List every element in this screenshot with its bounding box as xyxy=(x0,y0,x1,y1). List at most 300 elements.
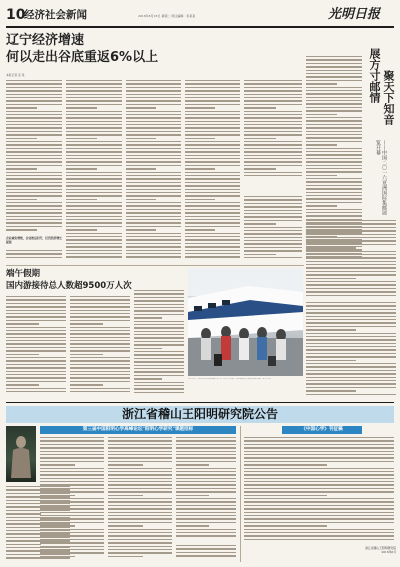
text-line xyxy=(185,127,240,128)
text-line xyxy=(306,329,356,330)
text-line xyxy=(6,90,62,91)
text-line xyxy=(176,444,236,445)
text-line xyxy=(6,172,62,173)
text-line xyxy=(126,114,181,115)
text-line xyxy=(185,141,240,142)
text-line xyxy=(185,111,240,112)
header-info: 2016年8月16日 星期二 责任编辑：李某某 xyxy=(138,14,196,18)
text-line xyxy=(134,293,184,294)
text-line xyxy=(306,316,396,317)
text-line xyxy=(185,90,240,91)
text-line xyxy=(40,515,104,516)
text-line xyxy=(306,151,362,152)
text-line xyxy=(244,199,302,200)
text-line xyxy=(66,94,122,95)
text-line xyxy=(6,209,62,210)
text-line xyxy=(306,336,396,337)
text-line xyxy=(70,371,130,372)
text-line xyxy=(244,144,302,145)
article1-body-col4 xyxy=(185,80,240,262)
text-line xyxy=(40,468,104,469)
text-line xyxy=(306,66,362,67)
text-line xyxy=(176,508,236,509)
text-line xyxy=(306,117,362,118)
text-line xyxy=(6,185,62,186)
text-line xyxy=(244,127,302,128)
section-divider xyxy=(6,265,304,266)
text-line xyxy=(6,374,66,375)
text-line xyxy=(306,254,396,255)
text-line xyxy=(306,339,396,340)
text-line xyxy=(6,250,62,251)
text-line xyxy=(176,484,236,485)
text-line xyxy=(306,261,396,262)
text-line xyxy=(126,236,181,237)
text-line xyxy=(66,236,122,237)
text-line xyxy=(126,253,181,254)
text-line xyxy=(244,474,394,475)
text-line xyxy=(126,111,181,112)
text-line xyxy=(6,229,37,230)
text-line xyxy=(176,481,236,482)
text-line xyxy=(126,148,181,149)
text-line xyxy=(176,512,236,513)
text-line xyxy=(185,168,215,169)
text-line xyxy=(306,178,362,179)
text-line xyxy=(6,371,66,372)
text-line xyxy=(40,539,104,540)
text-line xyxy=(70,316,130,317)
text-line xyxy=(244,444,394,445)
text-line xyxy=(185,144,240,145)
text-line xyxy=(244,138,276,139)
text-line xyxy=(306,97,362,98)
text-line xyxy=(306,93,362,94)
text-line xyxy=(126,226,181,227)
text-line xyxy=(306,346,396,347)
text-line xyxy=(176,454,236,455)
text-line xyxy=(6,192,62,193)
text-line xyxy=(126,172,181,173)
text-line xyxy=(244,216,302,217)
page-number: 10 xyxy=(6,7,26,23)
notice2-title: 《中国心学》刊征稿 xyxy=(301,427,343,432)
text-line xyxy=(306,319,396,320)
page-header xyxy=(6,6,394,28)
text-line xyxy=(108,478,172,479)
text-line xyxy=(126,185,181,186)
text-line xyxy=(126,90,181,91)
text-line xyxy=(66,111,122,112)
text-line xyxy=(40,505,104,506)
text-line xyxy=(244,491,394,492)
statue-photo xyxy=(6,426,36,482)
text-line xyxy=(6,189,62,190)
text-line xyxy=(306,363,396,364)
text-line xyxy=(108,468,172,469)
text-line xyxy=(306,83,337,84)
text-line xyxy=(176,491,236,492)
text-line xyxy=(244,158,302,159)
text-line xyxy=(306,114,337,115)
notice1-title: 第三届中国阳明心学高峰论坛"阳明心学研究"课题招标 xyxy=(82,427,194,432)
text-line xyxy=(6,175,62,176)
text-line xyxy=(244,240,302,241)
text-line xyxy=(134,297,184,298)
text-line xyxy=(6,513,41,514)
text-line xyxy=(244,237,302,238)
text-line xyxy=(6,226,62,227)
text-line xyxy=(6,377,66,378)
text-line xyxy=(126,104,181,105)
text-line xyxy=(40,549,104,550)
text-line xyxy=(6,151,62,152)
text-line xyxy=(244,213,302,214)
notice1-body-col2 xyxy=(108,437,172,561)
text-line xyxy=(306,120,362,121)
text-line xyxy=(126,192,181,193)
text-line xyxy=(134,358,184,359)
text-line xyxy=(244,100,302,101)
text-line xyxy=(66,124,122,125)
text-line xyxy=(6,87,62,88)
text-line xyxy=(176,461,236,462)
text-line xyxy=(70,357,130,358)
text-line xyxy=(176,522,236,523)
text-line xyxy=(176,457,236,458)
text-line xyxy=(244,121,302,122)
text-line xyxy=(306,56,362,57)
article1-title-line2: 何以走出谷底重返6%以上 xyxy=(6,50,159,65)
text-line xyxy=(244,104,302,105)
text-line xyxy=(244,168,276,169)
text-line xyxy=(306,188,362,189)
text-line xyxy=(134,307,184,308)
text-line xyxy=(126,138,156,139)
text-line xyxy=(126,134,181,135)
text-line xyxy=(185,182,240,183)
text-line xyxy=(6,327,66,328)
text-line xyxy=(6,182,62,183)
text-line xyxy=(244,454,394,455)
text-line xyxy=(70,333,130,334)
text-line xyxy=(134,341,184,342)
article1-subhead: 企业减负增效，企业效益回升，民营经济增长提速 xyxy=(6,236,62,244)
text-line xyxy=(66,216,122,217)
text-line xyxy=(40,532,104,533)
text-line xyxy=(244,230,302,231)
text-line xyxy=(306,171,362,172)
text-line xyxy=(244,175,302,176)
text-line xyxy=(66,114,122,115)
text-line xyxy=(66,141,122,142)
text-line xyxy=(108,495,143,496)
text-line xyxy=(66,131,122,132)
text-line xyxy=(126,121,181,122)
text-line xyxy=(244,233,302,234)
text-line xyxy=(66,97,122,98)
text-line xyxy=(244,223,276,224)
text-line xyxy=(70,364,130,365)
text-line xyxy=(40,529,104,530)
text-line xyxy=(244,97,302,98)
text-line xyxy=(108,451,172,452)
text-line xyxy=(108,556,143,557)
text-line xyxy=(6,114,62,115)
text-line xyxy=(244,481,394,482)
text-line xyxy=(6,343,66,344)
text-line xyxy=(108,535,172,536)
text-line xyxy=(244,461,394,462)
text-line xyxy=(126,229,156,230)
article2-body-col1 xyxy=(6,296,66,396)
text-line xyxy=(244,210,302,211)
text-line xyxy=(134,388,184,389)
text-line xyxy=(185,185,240,186)
text-line xyxy=(306,394,396,395)
text-line xyxy=(126,124,181,125)
text-line xyxy=(66,178,122,179)
article2-body-col3 xyxy=(134,290,184,396)
text-line xyxy=(306,343,396,344)
text-line xyxy=(126,141,181,142)
text-line xyxy=(306,267,396,268)
text-line xyxy=(134,354,184,355)
text-line xyxy=(244,148,302,149)
text-line xyxy=(40,447,104,448)
text-line xyxy=(134,334,184,335)
text-line xyxy=(70,303,130,304)
text-line xyxy=(176,495,209,496)
text-line xyxy=(176,471,236,472)
text-line xyxy=(108,498,172,499)
text-line xyxy=(108,512,172,513)
text-line xyxy=(66,107,97,108)
text-line xyxy=(6,117,62,118)
text-line xyxy=(244,451,394,452)
text-line xyxy=(185,148,240,149)
text-line xyxy=(244,107,276,108)
text-line xyxy=(244,464,327,465)
text-line xyxy=(244,250,302,251)
text-line xyxy=(6,384,39,385)
article2-title-line2: 国内游接待总人数超9500万人次 xyxy=(6,281,132,291)
text-line xyxy=(306,100,362,101)
announcement-divider xyxy=(240,426,241,562)
text-line xyxy=(66,148,122,149)
text-line xyxy=(306,380,396,381)
text-line xyxy=(306,202,362,203)
text-line xyxy=(306,356,396,357)
text-line xyxy=(176,505,236,506)
text-line xyxy=(134,300,184,301)
text-line xyxy=(66,195,122,196)
text-line xyxy=(244,529,394,530)
text-line xyxy=(134,344,184,345)
text-line xyxy=(70,388,130,389)
text-line xyxy=(40,491,104,492)
section-title: 经济社会新闻 xyxy=(24,9,87,21)
text-line xyxy=(185,222,240,223)
text-line xyxy=(6,354,39,355)
side-column-body-1 xyxy=(306,220,396,300)
text-line xyxy=(306,274,396,275)
text-line xyxy=(134,304,184,305)
text-line xyxy=(176,501,236,502)
text-line xyxy=(134,385,184,386)
text-line xyxy=(6,107,37,108)
text-line xyxy=(244,478,394,479)
text-line xyxy=(66,175,122,176)
text-line xyxy=(306,215,362,216)
text-line xyxy=(66,80,122,81)
text-line xyxy=(306,247,356,248)
text-line xyxy=(306,205,337,206)
text-line xyxy=(244,117,302,118)
article1-body-col5b xyxy=(244,196,302,262)
text-line xyxy=(185,158,240,159)
text-line xyxy=(126,94,181,95)
text-line xyxy=(185,239,240,240)
text-line xyxy=(40,471,104,472)
article1-body-col5 xyxy=(244,80,302,180)
text-line xyxy=(6,310,66,311)
text-line xyxy=(306,144,337,145)
text-line xyxy=(244,522,394,523)
text-line xyxy=(40,525,75,526)
text-line xyxy=(185,124,240,125)
text-line xyxy=(40,501,104,502)
text-line xyxy=(244,440,394,441)
text-line xyxy=(66,250,122,251)
text-line xyxy=(126,239,181,240)
text-line xyxy=(185,155,240,156)
text-line xyxy=(6,148,62,149)
train-station-photo xyxy=(188,268,303,376)
text-line xyxy=(306,322,396,323)
text-line xyxy=(126,144,181,145)
text-line xyxy=(6,100,62,101)
text-line xyxy=(306,230,396,231)
article2-body-col2 xyxy=(70,296,130,396)
text-line xyxy=(126,155,181,156)
text-line xyxy=(244,161,302,162)
text-line xyxy=(185,205,240,206)
text-line xyxy=(126,189,181,190)
text-line xyxy=(185,243,240,244)
text-line xyxy=(185,107,215,108)
text-line xyxy=(306,134,362,135)
text-line xyxy=(108,440,172,441)
text-line xyxy=(6,205,62,206)
text-line xyxy=(108,539,172,540)
text-line xyxy=(306,244,396,245)
text-line xyxy=(244,525,327,526)
text-line xyxy=(66,199,97,200)
text-line xyxy=(185,178,240,179)
text-line xyxy=(40,444,104,445)
text-line xyxy=(6,306,66,307)
text-line xyxy=(6,199,37,200)
text-line xyxy=(6,388,66,389)
text-line xyxy=(108,529,172,530)
text-line xyxy=(6,195,62,196)
text-line xyxy=(306,107,362,108)
text-line xyxy=(306,175,337,176)
text-line xyxy=(134,382,184,383)
text-line xyxy=(134,337,184,338)
text-line xyxy=(108,518,172,519)
text-line xyxy=(6,367,66,368)
text-line xyxy=(306,257,396,258)
text-line xyxy=(185,236,240,237)
text-line xyxy=(6,144,62,145)
article1-title-line1: 辽宁经济增速 xyxy=(6,33,85,48)
text-line xyxy=(306,141,362,142)
text-line xyxy=(306,240,396,241)
text-line xyxy=(306,165,362,166)
text-line xyxy=(176,478,236,479)
text-line xyxy=(306,90,362,91)
text-line xyxy=(185,199,215,200)
text-line xyxy=(66,189,122,190)
text-line xyxy=(6,381,66,382)
text-line xyxy=(176,525,209,526)
text-line xyxy=(244,501,394,502)
text-line xyxy=(66,212,122,213)
text-line xyxy=(126,83,181,84)
text-line xyxy=(185,189,240,190)
text-line xyxy=(244,243,302,244)
text-line xyxy=(306,278,356,279)
text-line xyxy=(244,471,394,472)
text-line xyxy=(6,121,62,122)
text-line xyxy=(6,350,66,351)
text-line xyxy=(6,216,62,217)
text-line xyxy=(6,158,62,159)
side-title-line2: 聚天下知音 xyxy=(382,70,395,125)
text-line xyxy=(6,330,66,331)
text-line xyxy=(6,131,62,132)
text-line xyxy=(306,349,396,350)
text-line xyxy=(134,365,184,366)
text-line xyxy=(126,80,181,81)
text-line xyxy=(306,185,362,186)
text-line xyxy=(66,104,122,105)
text-line xyxy=(40,440,104,441)
text-line xyxy=(134,392,184,393)
notice1-title-bar xyxy=(40,426,236,434)
text-line xyxy=(126,158,181,159)
text-line xyxy=(66,83,122,84)
text-line xyxy=(66,155,122,156)
article2-title-line1: 端午假期 xyxy=(6,269,41,279)
text-line xyxy=(176,447,236,448)
text-line xyxy=(306,366,396,367)
text-line xyxy=(244,172,302,173)
text-line xyxy=(306,161,362,162)
text-line xyxy=(6,165,62,166)
text-line xyxy=(6,303,66,304)
text-line xyxy=(66,168,97,169)
text-line xyxy=(306,312,396,313)
text-line xyxy=(185,114,240,115)
text-line xyxy=(70,360,130,361)
text-line xyxy=(40,474,104,475)
text-line xyxy=(244,141,302,142)
text-line xyxy=(306,127,362,128)
text-line xyxy=(185,97,240,98)
